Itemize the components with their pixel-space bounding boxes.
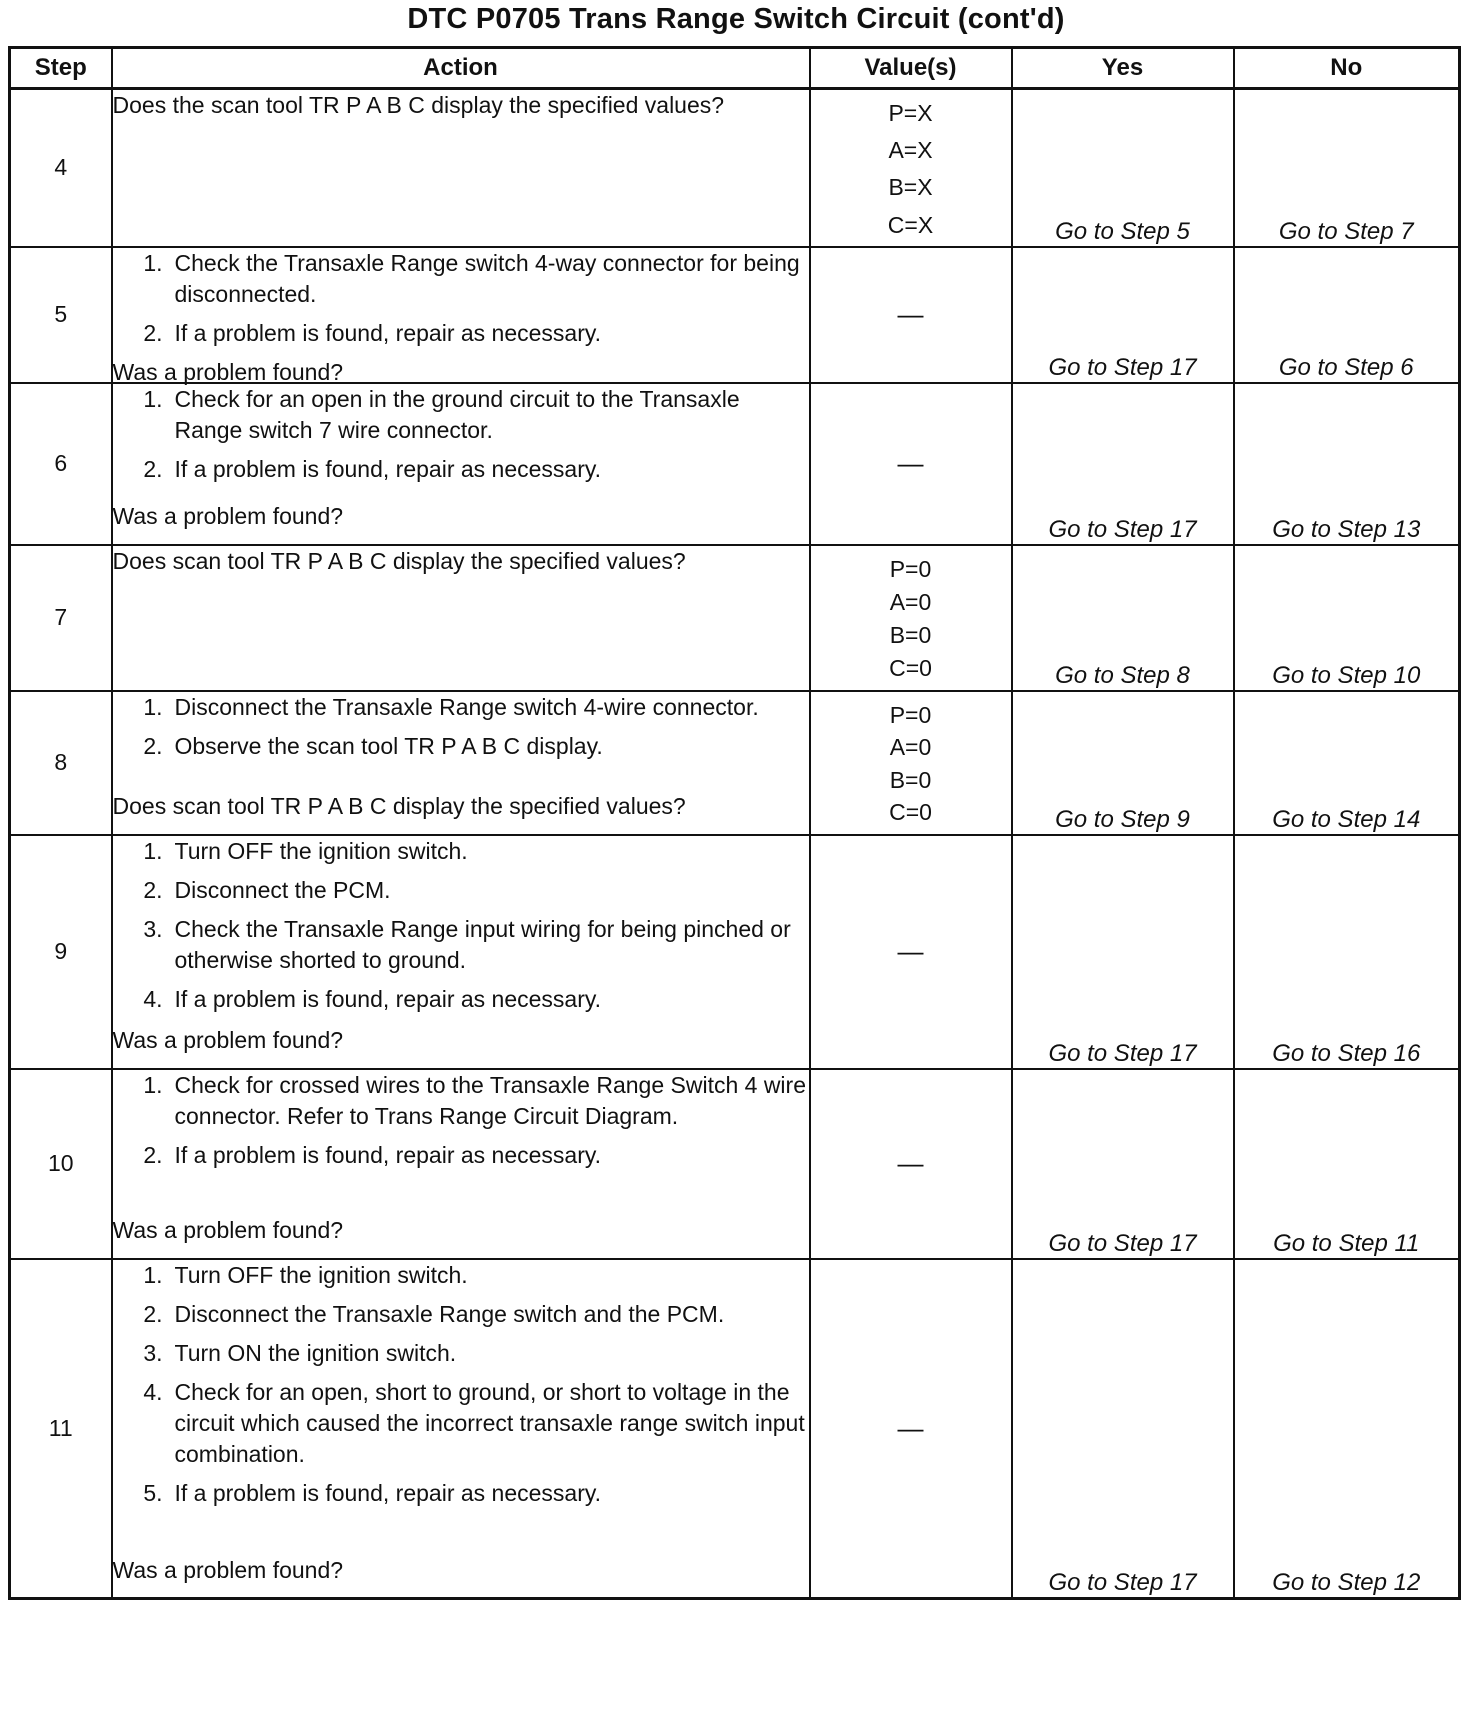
action-question: Was a problem found? xyxy=(112,1026,344,1053)
action-question: Was a problem found? xyxy=(112,1556,344,1583)
action-cell xyxy=(112,247,810,383)
list-item xyxy=(113,1299,809,1330)
list-item-number: 2. xyxy=(143,1300,163,1327)
list-item-number: 2. xyxy=(143,732,163,759)
list-item xyxy=(113,692,809,723)
list-item xyxy=(113,836,809,867)
values-cell xyxy=(810,383,1012,545)
table-row xyxy=(10,1069,1460,1259)
action-steps-list xyxy=(113,692,809,770)
no-goto: Go to Step 6 xyxy=(1234,247,1460,383)
step-number: 4 xyxy=(10,89,112,247)
action-question: Does the scan tool TR P A B C display the specified values? xyxy=(112,92,725,118)
no-goto: Go to Step 11 xyxy=(1234,1069,1460,1259)
action-question: Does scan tool TR P A B C display the specified values? xyxy=(112,792,686,819)
action-steps-list xyxy=(113,384,809,493)
list-item-number: 2. xyxy=(143,1141,163,1168)
header-action: Action xyxy=(112,48,810,89)
diagnostic-table xyxy=(8,46,1461,1600)
list-item-text: Check for an open in the ground circuit to the Transaxle Range switch 7 wire connector. xyxy=(174,385,740,443)
values-cell xyxy=(810,1069,1012,1259)
list-item xyxy=(113,1338,809,1369)
yes-goto: Go to Step 8 xyxy=(1012,545,1234,691)
action-steps-list xyxy=(113,836,809,1023)
step-number: 7 xyxy=(10,545,112,691)
list-item-text: Check for an open, short to ground, or short to voltage in the circuit which caused the incorrect transaxle range switch input combination. xyxy=(174,1378,805,1467)
list-item-number: 1. xyxy=(143,1261,163,1288)
step-number: 5 xyxy=(10,247,112,383)
list-item xyxy=(113,384,809,446)
yes-goto: Go to Step 17 xyxy=(1012,1259,1234,1599)
list-item-text: If a problem is found, repair as necessary. xyxy=(174,455,602,482)
list-item xyxy=(113,1377,809,1470)
values-cell xyxy=(810,89,1012,247)
no-goto: Go to Step 12 xyxy=(1234,1259,1460,1599)
table-row xyxy=(10,835,1460,1069)
list-item-text: Turn OFF the ignition switch. xyxy=(174,1261,468,1288)
list-item-number: 2. xyxy=(143,876,163,903)
list-item xyxy=(113,1260,809,1291)
step-number: 11 xyxy=(10,1259,112,1599)
header-row xyxy=(10,48,1460,89)
step-number: 6 xyxy=(10,383,112,545)
table-body xyxy=(10,89,1460,1599)
yes-goto: Go to Step 17 xyxy=(1012,247,1234,383)
list-item-number: 3. xyxy=(143,1339,163,1366)
list-item-text: If a problem is found, repair as necessary. xyxy=(174,1141,602,1168)
values-cell xyxy=(810,691,1012,835)
list-item-number: 3. xyxy=(143,915,163,942)
value-item: — xyxy=(897,299,924,329)
action-cell xyxy=(112,835,810,1069)
value-item: — xyxy=(897,448,924,478)
yes-goto: Go to Step 5 xyxy=(1012,89,1234,247)
values-cell xyxy=(810,835,1012,1069)
table-row xyxy=(10,383,1460,545)
list-item xyxy=(113,1140,809,1171)
list-item xyxy=(113,875,809,906)
value-item: C=X xyxy=(887,211,934,238)
list-item-number: 4. xyxy=(143,985,163,1012)
value-item: C=0 xyxy=(889,799,932,826)
list-item-text: Check the Transaxle Range input wiring for being pinched or otherwise shorted to ground. xyxy=(174,915,791,973)
value-item: C=0 xyxy=(889,655,932,682)
value-item: — xyxy=(897,1412,924,1443)
value-item: A=X xyxy=(888,137,933,164)
action-question: Was a problem found? xyxy=(112,502,344,529)
list-item xyxy=(113,731,809,762)
step-number: 8 xyxy=(10,691,112,835)
list-item-number: 4. xyxy=(143,1378,163,1405)
action-cell xyxy=(112,1259,810,1599)
no-goto: Go to Step 7 xyxy=(1234,89,1460,247)
action-steps-list xyxy=(113,1260,809,1517)
action-cell xyxy=(112,383,810,545)
action-question: Does scan tool TR P A B C display the specified values? xyxy=(112,547,686,574)
list-item-number: 5. xyxy=(143,1479,163,1506)
list-item-text: Check the Transaxle Range switch 4-way connector for being disconnected. xyxy=(174,249,800,307)
header-values: Value(s) xyxy=(810,48,1012,89)
values-cell xyxy=(810,1259,1012,1599)
header-step: Step xyxy=(10,48,112,89)
no-goto: Go to Step 10 xyxy=(1234,545,1460,691)
table-row xyxy=(10,89,1460,247)
list-item xyxy=(113,1478,809,1509)
value-item: P=0 xyxy=(889,555,932,582)
list-item-number: 1. xyxy=(143,693,163,720)
action-question: Was a problem found? xyxy=(112,1216,344,1243)
list-item-number: 1. xyxy=(143,837,163,864)
no-goto: Go to Step 16 xyxy=(1234,835,1460,1069)
action-question: Was a problem found? xyxy=(112,358,344,385)
header-no: No xyxy=(1234,48,1460,89)
table-row xyxy=(10,247,1460,383)
step-number: 10 xyxy=(10,1069,112,1259)
no-goto: Go to Step 14 xyxy=(1234,691,1460,835)
list-item-number: 2. xyxy=(143,455,163,482)
value-item: B=X xyxy=(888,174,933,201)
action-steps-list xyxy=(113,248,809,357)
action-cell xyxy=(112,691,810,835)
list-item-text: Turn ON the ignition switch. xyxy=(174,1339,457,1366)
value-item: A=0 xyxy=(889,734,932,761)
value-item: — xyxy=(897,1148,924,1178)
yes-goto: Go to Step 9 xyxy=(1012,691,1234,835)
list-item xyxy=(113,454,809,485)
action-steps-list xyxy=(113,1070,809,1179)
list-item-number: 1. xyxy=(143,385,163,412)
list-item-text: Turn OFF the ignition switch. xyxy=(174,837,468,864)
list-item-text: Disconnect the PCM. xyxy=(174,876,391,903)
list-item-text: Disconnect the Transaxle Range switch 4-wire connector. xyxy=(174,693,759,720)
yes-goto: Go to Step 17 xyxy=(1012,383,1234,545)
list-item-text: If a problem is found, repair as necessary. xyxy=(174,319,602,346)
list-item-text: Disconnect the Transaxle Range switch and the PCM. xyxy=(174,1300,725,1327)
value-item: B=0 xyxy=(889,622,932,649)
list-item xyxy=(113,318,809,349)
step-number: 9 xyxy=(10,835,112,1069)
list-item-text: Observe the scan tool TR P A B C display. xyxy=(174,732,603,759)
list-item-number: 2. xyxy=(143,319,163,346)
list-item-number: 1. xyxy=(143,249,163,276)
list-item xyxy=(113,1070,809,1132)
page-title: DTC P0705 Trans Range Switch Circuit (cont'd) xyxy=(407,3,1065,35)
value-item: B=0 xyxy=(889,766,932,793)
action-cell xyxy=(112,545,810,691)
list-item xyxy=(113,914,809,976)
list-item-text: If a problem is found, repair as necessary. xyxy=(174,985,602,1012)
value-item: P=X xyxy=(888,99,933,126)
list-item xyxy=(113,248,809,310)
list-item-text: Check for crossed wires to the Transaxle Range Switch 4 wire connector. Refer to Trans Range Circuit Diagram. xyxy=(174,1071,806,1129)
table-row xyxy=(10,545,1460,691)
action-cell xyxy=(112,1069,810,1259)
value-item: — xyxy=(897,936,924,966)
yes-goto: Go to Step 17 xyxy=(1012,1069,1234,1259)
list-item-text: If a problem is found, repair as necessary. xyxy=(174,1479,602,1506)
value-item: P=0 xyxy=(889,701,932,728)
value-item: A=0 xyxy=(889,588,932,615)
yes-goto: Go to Step 17 xyxy=(1012,835,1234,1069)
list-item xyxy=(113,984,809,1015)
header-yes: Yes xyxy=(1012,48,1234,89)
list-item-number: 1. xyxy=(143,1071,163,1098)
table-row xyxy=(10,1259,1460,1599)
values-cell xyxy=(810,247,1012,383)
no-goto: Go to Step 13 xyxy=(1234,383,1460,545)
table-row xyxy=(10,691,1460,835)
values-cell xyxy=(810,545,1012,691)
action-cell xyxy=(112,89,810,247)
